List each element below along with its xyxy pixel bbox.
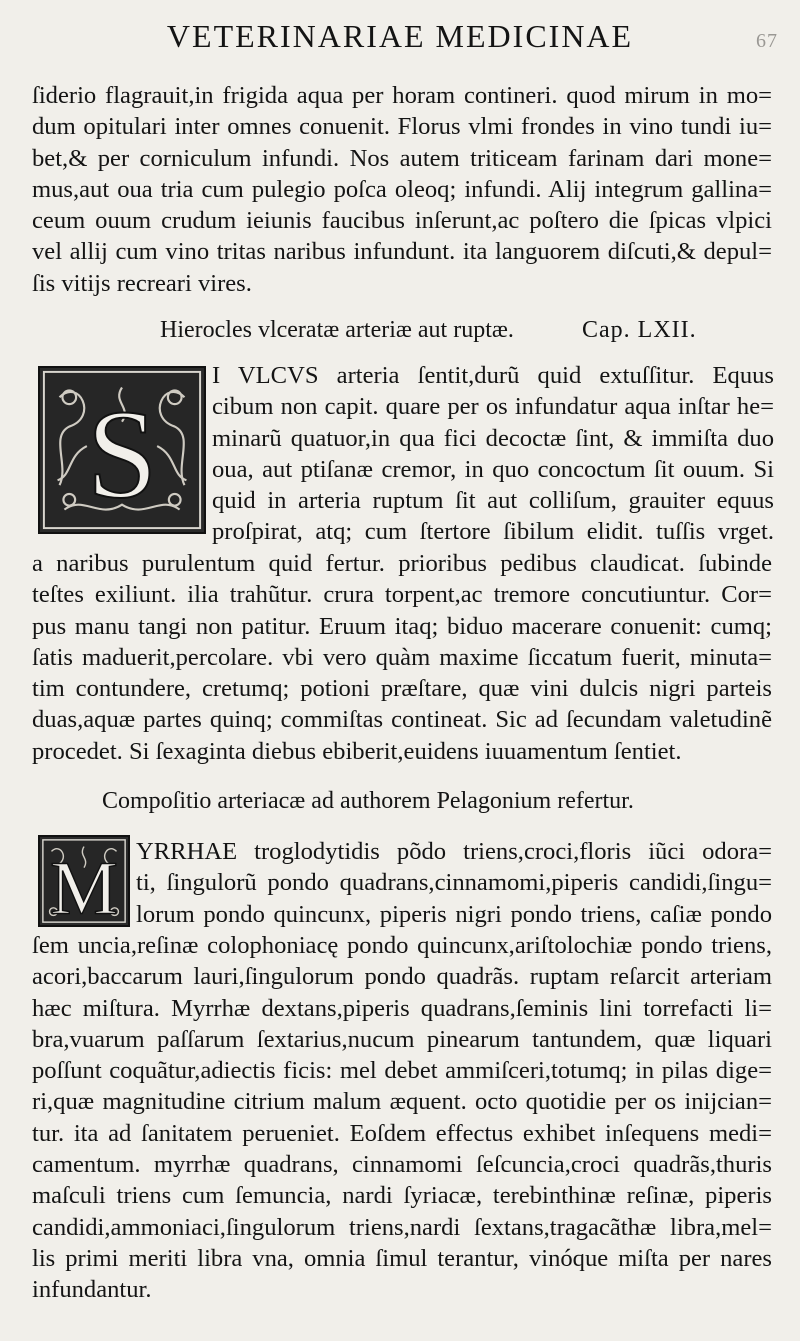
page-number: 67 — [756, 30, 778, 52]
text-line: acori,baccarum lauri,ſingulorum pondo quadrãs. ruptam reſarcit arteriam — [32, 963, 772, 991]
running-header: VETERINARIAE MEDICINAE — [166, 18, 634, 54]
text-line: ceum ouum crudum ieiunis faucibus inſerunt,ac poſtero die ſpicas vlpici — [32, 207, 772, 235]
paragraph-chapter-body — [32, 548, 772, 767]
text-line: cibum non capit. quare per os infundatur aqua inſtar he= — [212, 393, 774, 421]
section-title: Compoſitio arteriacæ ad authorem Pelagonium refertur. — [102, 788, 634, 814]
text-line: lis primi meriti libra vna, omnia ſimul terantur, vinóque miſta per nares — [32, 1244, 772, 1272]
text-line: poſſunt coquãtur,adiectis ficis: mel debet ammiſceri,totumq; in pilas dige= — [32, 1057, 772, 1085]
text-line: candidi,ammoniaci,ſingulorum triens,nardi ſextans,tragacãthæ libra,mel= — [32, 1213, 772, 1241]
text-line: quid in arteria ruptum ſit aut colliſum, grauiter equus — [212, 487, 774, 515]
decorated-initial-m — [38, 835, 130, 927]
initial-letter: S — [86, 384, 158, 525]
text-line: YRRHAE troglodytidis põdo triens,croci,floris iũci odora= — [136, 838, 772, 865]
paragraph-continued — [32, 80, 772, 299]
text-line: duas,aquæ partes quinq; commiſtas contineat. Sic ad ſecundam valetudinẽ — [32, 706, 772, 734]
text-line: I VLCVS arteria ſentit,durũ quid extuſſitur. Equus — [212, 362, 774, 389]
decorated-initial-s — [38, 366, 206, 534]
text-line: minarũ quatuor,in qua fici decoctæ ſint, & immiſta duo — [212, 424, 774, 452]
text-line: maſculi triens cum ſemuncia, nardi ſyriacæ, terebinthinæ reſinæ, piperis — [32, 1182, 772, 1210]
text-line: proſpirat, atq; cum ſtertore ſibilum elidit. tuſſis vrget. — [212, 518, 774, 546]
paragraph-beside-initial — [212, 360, 774, 548]
text-line: mus,aut oua tria cum pulegio poſca oleoq; infundi. Alij integrum gallina= — [32, 175, 772, 203]
chapter-title: Hierocles vlceratæ arteriæ aut ruptæ. — [160, 317, 514, 343]
text-line: ſem uncia,reſinæ colophoniacę pondo quincunx,ariſtolochiæ pondo triens, — [32, 932, 772, 959]
text-line: tur. ita ad ſanitatem perueniet. Eoſdem effectus exhibet inſequens medi= — [32, 1119, 772, 1147]
text-line: pus manu tangi non patitur. Eruum itaq; biduo macerare conuenit: cumq; — [32, 612, 772, 640]
text-line: ri,quæ magnitudine citrium malum æquent. octo quotidie per os inijcian= — [32, 1088, 772, 1116]
initial-letter: M — [49, 845, 119, 925]
text-line: procedet. Si ſexaginta diebus ebiberit,euidens iuuamentum ſentiet. — [32, 737, 682, 765]
text-line: tim contundere, cretumq; potioni præſtare, quæ vini dulcis nigri parteis — [32, 675, 772, 703]
paragraph-beside-initial — [136, 836, 772, 930]
text-line: infundantur. — [32, 1276, 152, 1304]
text-line: ſis vitijs recreari vires. — [32, 269, 252, 297]
text-line: ſiderio flagrauit,in frigida aqua per horam contineri. quod mirum in mo= — [32, 82, 772, 109]
ornament-icon — [40, 837, 128, 925]
ornament-icon — [40, 368, 204, 532]
text-line: teſtes exiliunt. ilia trahũtur. crura torpent,ac tremore concutiuntur. Cor= — [32, 581, 772, 609]
text-line: bet,& per corniculum infundi. Nos autem triticeam farinam dari mone= — [32, 144, 772, 172]
text-line: a naribus purulentum quid fertur. prioribus pedibus claudicat. ſubinde — [32, 550, 772, 577]
text-line: ſatis maduerit,percolare. vbi vero quàm maxime ſiccatum fuerit, minuta= — [32, 643, 772, 671]
text-line: hæc miſtura. Myrrhæ dextans,piperis quadrans,ſeminis lini torrefacti li= — [32, 994, 772, 1022]
text-line: camentum. myrrhæ quadrans, cinnamomi ſeſcuncia,croci quadrãs,thuris — [32, 1151, 772, 1179]
chapter-number: Cap. LXII. — [582, 317, 697, 343]
text-line: oua, aut ptiſanæ cremor, in quo concoctum ſit ouum. Si — [212, 455, 774, 483]
text-line: vel allij cum vino tritas naribus infundunt. ita languorem diſcuti,& depul= — [32, 238, 772, 266]
text-line: lorum pondo quincunx, piperis nigri pondo triens, caſiæ pondo — [136, 900, 772, 928]
text-line: dum opitulari inter omnes conuenit. Florus vlmi frondes in vino tundi iu= — [32, 113, 772, 141]
text-line: bra,vuarum paſſarum ſextarius,nucum pinearum tantundem, quæ liquari — [32, 1025, 772, 1053]
paragraph-section-body — [32, 930, 772, 1306]
text-line: ti, ſingulorũ pondo quadrans,cinnamomi,piperis candidi,ſingu= — [136, 869, 772, 897]
